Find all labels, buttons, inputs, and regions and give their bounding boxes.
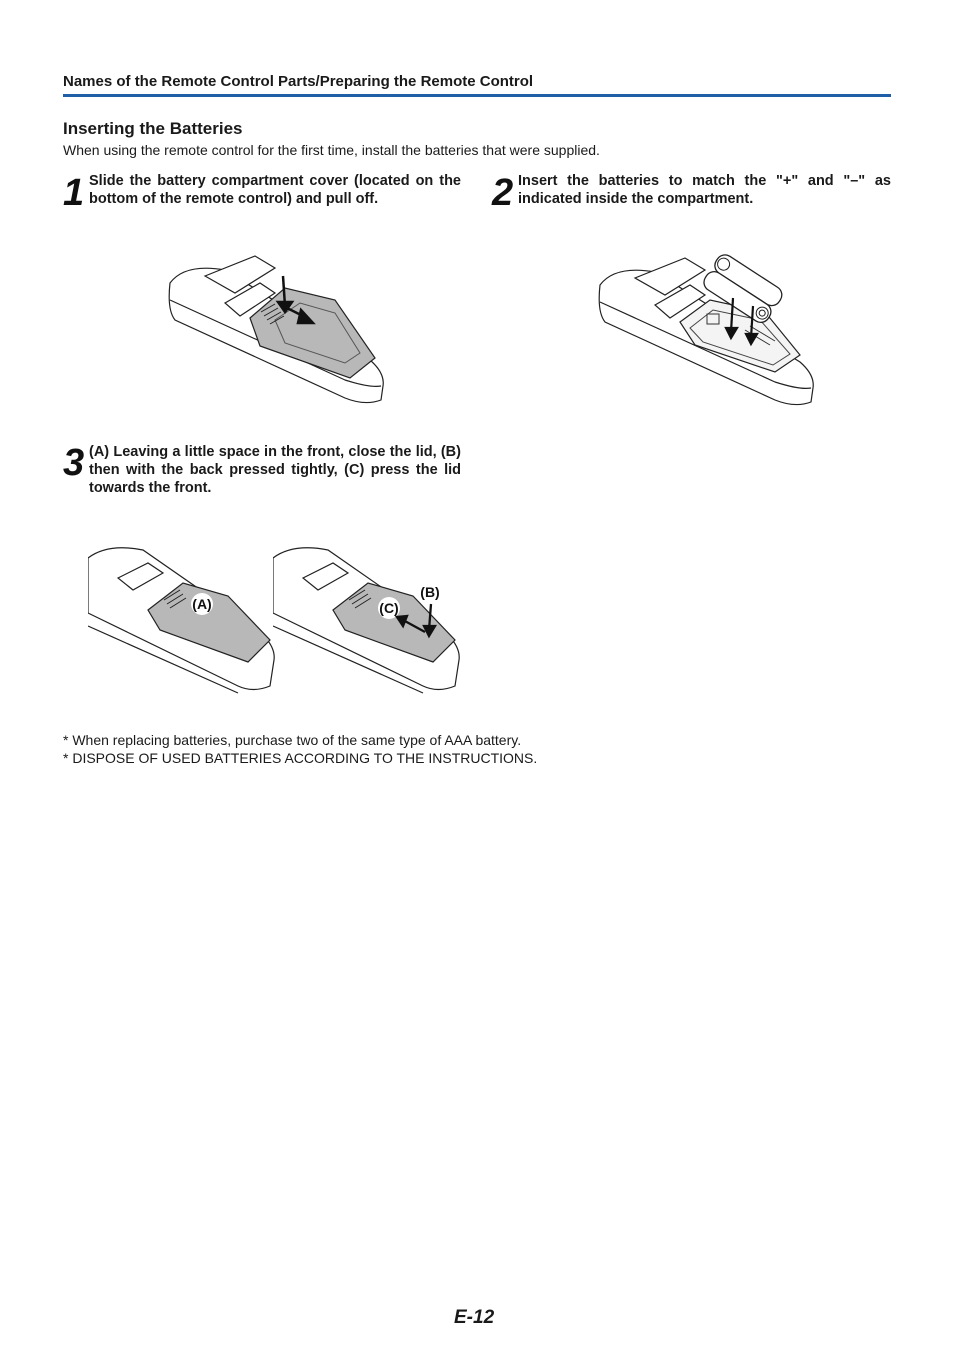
note-item: * DISPOSE OF USED BATTERIES ACCORDING TO THE INSTRUCTIONS. [63, 749, 538, 766]
section-title: Inserting the Batteries [63, 119, 243, 138]
label-a: (A) [192, 596, 212, 612]
step-1-number: 1 [63, 172, 85, 214]
figure-close-lid-a [88, 538, 278, 696]
section-intro: When using the remote control for the first time, install the batteries that were supplied. [63, 142, 600, 158]
step-3-text: (A) Leaving a little space in the front, close the lid, (B) then with the back pressed tightly, (C) press the lid towards the front. [89, 444, 461, 496]
step-1-text: Slide the battery compartment cover (located on the bottom of the remote control) and pull off. [89, 173, 461, 207]
figure-press-lid-bc [273, 538, 463, 696]
step-2-text: Insert the batteries to match the "+" and "–" as indicated inside the compartment. [518, 173, 891, 207]
figure-insert-batteries [595, 250, 820, 410]
page-number: E-12 [454, 1307, 495, 1328]
notes [63, 732, 537, 767]
step-3-number: 3 [63, 442, 85, 484]
label-c: (C) [379, 600, 399, 616]
step-2-number: 2 [492, 172, 514, 214]
figure-slide-cover [165, 248, 390, 408]
label-b: (B) [420, 584, 440, 600]
header-rule [63, 94, 891, 97]
note-item: * When replacing batteries, purchase two of the same type of AAA battery. [63, 732, 522, 748]
page-header: Names of the Remote Control Parts/Preparing the Remote Control [63, 73, 534, 90]
